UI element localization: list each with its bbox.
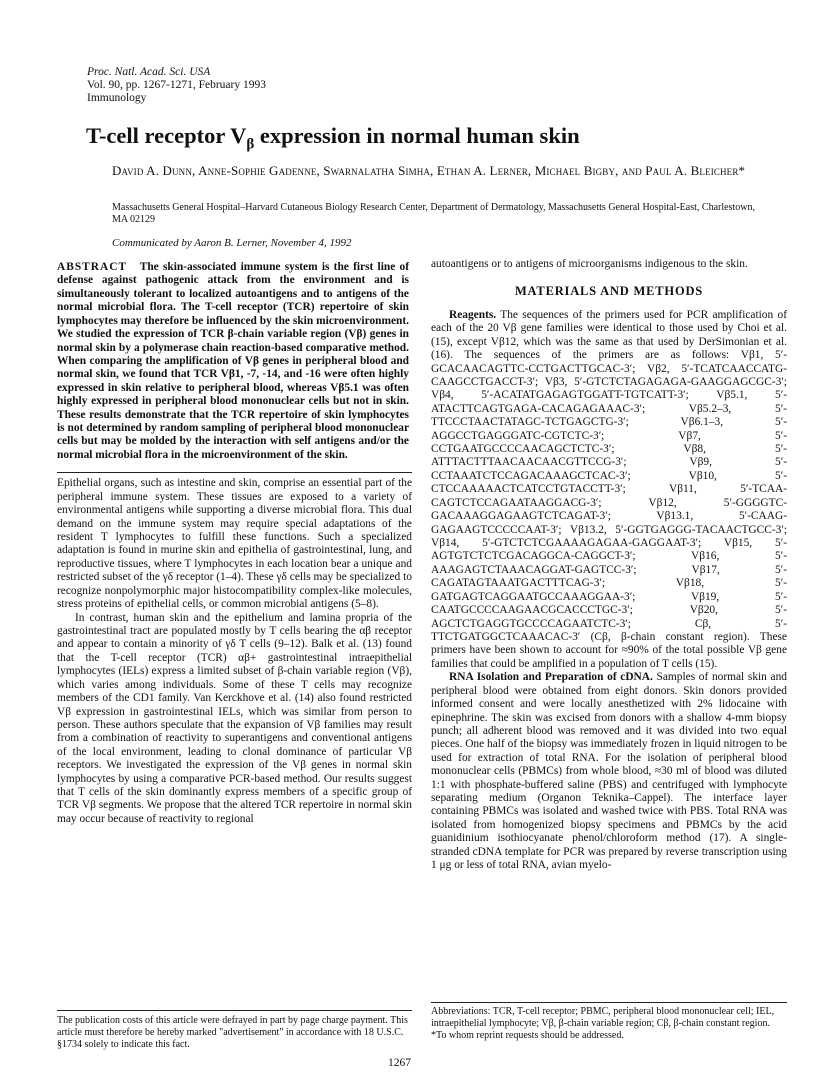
footnote-rule-left	[57, 1010, 412, 1011]
intro-paragraph-2: In contrast, human skin and the epithelium and lamina propria of the gastrointestinal tract are populated mostly by T cells bearing the αβ receptor and appear to contain a minority of γδ T cells (9–12). Balk et al. (13) found that the T-cell receptor (TCR) αβ+ gastrointestinal intraepithelial lymphocytes (IELs) express a limited subset of β-chain variable region (Vβ), which varies among individuals. Some of these T cells may recognize members of the CD1 family. Van Kerckhove et al. (14) also found restricted Vβ expression in gastrointestinal IELs, which was similar from person to person. These authors speculate that the expansion of Vβ families may result from a combination of reactivity to superantigens and conventional antigens of the local environment, leading to clonal dominance of particular Vβ receptors. We investigated the expression of the Vβ genes in normal skin lymphocytes by using a comparative PCR-based method. Our results suggest that T cells of the skin dominantly express members of a specific group of TCR Vβ segments. We propose that the altered TCR repertoire in normal skin may occur because of reactivity to regional	[57, 611, 412, 825]
left-column	[57, 258, 412, 826]
rna-text: Samples of normal skin and peripheral blood were obtained from eight donors. Skin donors provided informed consent and were locally anesthetized with 2% lidocaine with epinephrine. The skin was excised from donors with a shallow 4-mm biopsy punch; all adherent blood was removed and it was divided into two equal pieces. One half of the biopsy was immediately frozen in liquid nitrogen to be used for extraction of total RNA. For the isolation of peripheral blood mononuclear cells (PBMCs) from whole blood, ≈30 ml of blood was diluted 1:1 with phosphate-buffered saline (PBS) and centrifuged with lymphocyte separating medium (Organon Teknika–Cappel). The interface layer containing PBMCs was isolated and washed twice with PBS. Total RNA was isolated from homogenized biopsy specimens and PBMCs by the acid guanidinium isothiocyanate phenol/chloroform method (17). A single-stranded cDNA template for PCR was prepared by reverse transcription using 1 μg or less of total RNA, avian myelo-	[431, 671, 787, 872]
right-column	[431, 258, 787, 873]
section-heading-methods: MATERIALS AND METHODS	[514, 284, 704, 299]
footnote-right	[431, 1006, 787, 1042]
intro-continuation: autoantigens or to antigens of microorganisms indigenous to the skin.	[431, 258, 748, 270]
footnote-publication-costs: The publication costs of this article were defrayed in part by page charge payment. This article must therefore be hereby marked "advertisement" in accordance with 18 U.S.C. §1734 solely to indicate this fact.	[57, 1015, 408, 1050]
journal-section: Immunology	[87, 92, 147, 104]
reagents-label: Reagents.	[449, 308, 497, 321]
abstract-text: The skin-associated immune system is the first line of defense against pathogenic attack from the environment and is simultaneously tolerant to localized autoantigens and to antigens of the normal microbial flora. The T-cell receptor (TCR) repertoire of skin lymphocytes may therefore be influenced by the skin microenvironment. We studied the expression of TCR β-chain variable region (Vβ) genes in normal skin by a polymerase chain reaction-based comparative method. When comparing the amplification of Vβ genes in peripheral blood and normal skin, we found that TCR Vβ1, -7, -14, and -16 were often highly expressed in skin relative to peripheral blood, whereas Vβ5.1 was often highly expressed in peripheral blood mononuclear cells but not in skin. These results demonstrate that the TCR repertoire of skin lymphocytes is not determined by random sampling of peripheral blood mononuclear cells but may be molded by the interaction with self antigens and/or the normal microbial flora in the microenvironment of the skin.	[57, 261, 409, 461]
footnote-abbreviations: Abbreviations: TCR, T-cell receptor; PBMC, peripheral blood mononuclear cell; IEL, intraepithelial lymphocyte; Vβ, β-chain variable region; Cβ, β-chain constant region.	[431, 1006, 775, 1029]
journal-volume: Vol. 90, pp. 1267-1271, February 1993	[87, 79, 266, 91]
author-list: David A. Dunn, Anne-Sophie Gadenne, Swarnalatha Simha, Ethan A. Lerner, Michael Bigby, and Paul A. Bleicher*	[112, 163, 746, 178]
intro-paragraph-1: Epithelial organs, such as intestine and skin, comprise an essential part of the peripheral immune system. These tissues are exposed to a variety of environmental antigens while supporting a diverse microbial flora. This dual demand on the immune system may require special adaptations of the resident T lymphocytes to fulfill these functions. Such a specialized adaptation is found in murine skin and epithelia of gastrointestinal, lung, and reproductive tissues, where T lymphocytes in each location bear a unique and restricted subset of the γδ receptor (1–4). These γδ cells may be specialized to recognize nonpolymorphic major histocompatibility complex-like molecules, stress proteins of epithelial cells, or common microbial antigens (5–8).	[57, 477, 412, 611]
journal-name: Proc. Natl. Acad. Sci. USA	[87, 66, 211, 78]
reagents-text: The sequences of the primers used for PCR amplification of each of the 20 Vβ gene families were identical to those used by Choi et al. (15), except Vβ12, which was the same as that used by DerSimonian et al. (16). The sequences of the primers are as follows: Vβ1, 5′-GCACAACAGTTC-CCTGACTTGCAC-3′; Vβ2, 5′-TCATCAACCATG-CAAGCCTGACCT-3′; Vβ3, 5′-GTCTCTAGAGAGA-GAAGGAGCGC-3′; Vβ4, 5′-ACATATGAGAGTGGATT-TGTCATT-3′; Vβ5.1, 5′-ATACTTCAGTGAGA-CACAGAGAAAC-3′; Vβ5.2–3, 5′-TTCCCTAACTATAGC-TCTGAGCTG-3′; Vβ6.1–3, 5′-AGGCCTGAGGGATC-CGTCTC-3′; Vβ7, 5′-CCTGAATGCCCCAACAGCTCTC-3′; Vβ8, 5′-ATTTACTTTAACAACAACGTTCCG-3′; Vβ9, 5′-CCTAAATCTCCAGACAAAGCTCAC-3′; Vβ10, 5′-CTCCAAAAACTCATCCTGTACCTT-3′; Vβ11, 5′-TCAA-CAGTCTCCAGAATAAGGACG-3′; Vβ12, 5′-GGGGTC-GACAAAGGAGAAGTCTCAGAT-3′; Vβ13.1, 5′-CAAG-GAGAAGTCCCCCAAT-3′; Vβ13.2, 5′-GGTGAGGG-TACAACTGCC-3′; Vβ14, 5′-GTCTCTCGAAAAGAGAA-GAGGAAT-3′; Vβ15, 5′-AGTGTCTCTCGACAGGCA-CAGGCT-3′; Vβ16, 5′-AAAGAGTCTAAACAGGAT-GAGTCC-3′; Vβ17, 5′-CAGATAGTAAATGACTTTCAG-3′; Vβ18, 5′-GATGAGTCAGGAATGCCAAAGGAA-3′; Vβ19, 5′-CAATGCCCCAAGAACGCACCCTGC-3′; Vβ20, 5′-AGCTCTGAGGTGCCCCAGAATCTC-3′; Cβ, 5′-TTCTGATGGCTCAAACAC-3′ (Cβ, β-chain constant region). These primers have been shown to account for ≈90% of the total possible Vβ gene families that could be amplified in a population of T cells (15).	[431, 308, 787, 670]
footnote-rule-right	[431, 1002, 787, 1003]
journal-header	[87, 66, 266, 105]
rna-label: RNA Isolation and Preparation of cDNA.	[449, 671, 653, 684]
page-number: 1267	[388, 1057, 411, 1069]
abstract-divider	[57, 472, 412, 473]
reagents-paragraph	[431, 309, 787, 671]
article-title: T-cell receptor $V_\beta$ expression in normal human skin	[86, 123, 580, 153]
footnote-reprint: *To whom reprint requests should be addressed.	[431, 1030, 624, 1041]
communicated-by: Communicated by Aaron B. Lerner, November 4, 1992	[112, 237, 352, 249]
abstract	[57, 258, 412, 468]
abstract-label: ABSTRACT	[57, 261, 128, 273]
rna-paragraph	[431, 671, 787, 872]
affiliation: Massachusetts General Hospital–Harvard Cutaneous Biology Research Center, Department of Dermatology, Massachusetts General Hospital-East, Charlestown, MA 02129	[112, 202, 755, 225]
